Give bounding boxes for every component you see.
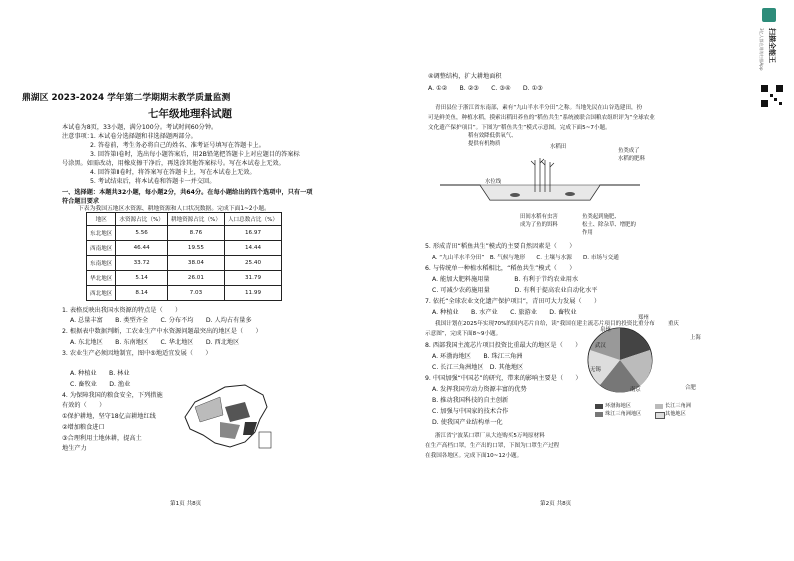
legend-swatch — [655, 404, 663, 409]
table-cell: 东北地区 — [87, 226, 116, 241]
watermark-brand: 扫描全能王 — [768, 28, 776, 63]
table-cell: 14.44 — [224, 241, 281, 256]
exam-title: 七年级地理科试题 — [148, 108, 232, 120]
pie-label: 无锡 — [590, 367, 601, 373]
table-cell: 5.14 — [116, 271, 167, 286]
table-row — [87, 241, 282, 256]
question-options: A. 东北地区 B. 东南地区 C. 华北地区 D. 西北地区 — [70, 339, 240, 346]
table-intro: 下表为我国五地区水资源、耕地资源和人口状况数据。完成下面1~2小题。 — [78, 206, 270, 212]
question-option: D. 使我国产业结构单一化 — [432, 419, 503, 426]
diagram-label: 水稻田 — [550, 144, 567, 150]
question-options: A. 总量丰富 B. 类型齐全 C. 分布不均 D. 人均占有量多 — [70, 317, 252, 324]
table-row — [87, 271, 282, 286]
pie-label: 武汉 — [595, 343, 606, 349]
question-option: ③合理利用土地休耕，提高土 — [62, 435, 142, 442]
table-cell: 26.01 — [167, 271, 224, 286]
table-cell: 8.76 — [167, 226, 224, 241]
text-line: 我国计划在2025年实现70%的国内芯片自给，读“我国在建主流芯片项目的投资比重分布 — [435, 321, 655, 327]
text-line: 浙江省宁波某口罩厂从大连购买5万吨原材料 — [435, 433, 545, 439]
notice-line: 3. 回答第Ⅰ卷时，选出每小题答案后，用2B铅笔把答题卡上对应题目的答案标 — [90, 151, 300, 158]
question-line: 8. 西部我国主流芯片项目投资比重最大的地区是（ ） — [425, 342, 582, 349]
diagram-label: 鱼类起到施肥、 — [582, 214, 620, 220]
table-cell: 华北地区 — [87, 271, 116, 286]
china-map-figure — [175, 377, 275, 452]
text-line: 在我国各地区。完成下面10~12小题。 — [425, 453, 523, 459]
page-footer: 第2页 共8页 — [540, 501, 572, 507]
table-cell: 11.99 — [224, 286, 281, 301]
table-cell: 东南地区 — [87, 256, 116, 271]
page-2 — [400, 0, 746, 561]
question-line: 3. 农业生产必须因地制宜，图中⑤地适宜发展（ ） — [62, 350, 212, 357]
question-line: 5. 形成青田“稻鱼共生”模式的主要自然因素是（ ） — [425, 243, 576, 250]
table-cell: 5.56 — [116, 226, 167, 241]
notice-title: 注意事项： — [62, 133, 93, 140]
question-option: C. 加强与中国家的技术合作 — [432, 408, 509, 415]
question-option: A. 发挥我国劳动力资源丰富的优势 — [432, 386, 527, 393]
scanner-watermark — [746, 0, 794, 561]
table-row — [87, 256, 282, 271]
question-line: 9. 中国加强“中国芯”的研究，带来的影响主要是（ ） — [425, 375, 582, 382]
text-line: 文化遗产保护项目”。下图为“稻鱼共生”模式示意图。完成下面5~7小题。 — [428, 125, 611, 131]
diagram-label: 松土、除杂草、增肥的 — [582, 222, 636, 228]
question-option: C. 长江三角洲地区 D. 其他地区 — [432, 364, 524, 371]
notice-line: 2. 答卷前，考生务必将自己的姓名、准考证号填写在答题卡上。 — [90, 142, 265, 149]
section-heading-cont: 符合题目要求 — [62, 198, 100, 205]
legend-swatch — [655, 412, 665, 419]
question-option: A. 能加大肥料施用量 B. 有利于节约农业用水 — [432, 276, 579, 283]
diagram-label: 稻有效降低供氧气、 — [468, 133, 517, 139]
table-header-cell: 水资源占比（%） — [116, 213, 167, 226]
resource-table — [86, 212, 282, 301]
question-line: 有效的（ ） — [62, 402, 106, 409]
text-line: 在生产高档口罩，生产出的口罩，下图为口罩生产过程 — [425, 443, 560, 449]
question-option: B. 推动我国科技的自主创新 — [432, 397, 509, 404]
pie-label: 郑州 — [638, 315, 649, 321]
question-line: 7. 依托“全球农业文化遗产保护项目”，青田可大力发展（ ） — [425, 298, 601, 305]
text-line: ④调整结构，扩大耕地面积 — [428, 73, 502, 80]
table-header-cell: 地区 — [87, 213, 116, 226]
question-options: A. “九山半水半分田” B. 气候与地形 C. 土壤与水源 D. 市场与交通 — [432, 255, 619, 261]
notice-line: 号涂黑。如需改动，用橡皮擦干净后，再选涂其他答案标号。写在本试卷上无效。 — [62, 160, 285, 167]
table-cell: 16.97 — [224, 226, 281, 241]
question-option: A. 环渤海地区 B. 珠江三角洲 — [432, 353, 523, 360]
pie-label: 南京 — [630, 387, 641, 393]
legend-label: 其他地区 — [665, 411, 686, 417]
table-header-cell: 耕地资源占比（%） — [167, 213, 224, 226]
pie-label: 上海 — [690, 335, 701, 341]
question-option: ①保护耕地，坚守18亿亩耕地红线 — [62, 413, 156, 420]
section-heading: 一、选择题：本题共32小题，每小题2分，共64分。在每小题给出的四个选项中，只有一项 — [62, 189, 313, 196]
table-cell: 38.04 — [167, 256, 224, 271]
legend-swatch — [595, 412, 603, 417]
legend-label: 环渤海地区 — [605, 403, 631, 409]
diagram-label: 水稻的肥料 — [618, 156, 645, 162]
legend-label: 珠江三角洲地区 — [605, 411, 642, 417]
table-cell: 31.79 — [224, 271, 281, 286]
exam-header: 鼎湖区 2023-2024 学年第二学期期末教学质量监测 — [22, 93, 231, 103]
text-line: 可是鲜美鱼，种植水稻，摸索出稻田养鱼的“稻鱼共生”系统被联合国粮农组织评为“全球农业 — [428, 115, 655, 121]
notice-line: 1. 本试卷分选择题和非选择题两部分。 — [90, 133, 197, 140]
notice-line: 5. 考试结束后，将本试卷和答题卡一并交回。 — [90, 178, 216, 185]
notice-line: 4. 回答第Ⅱ卷时，将答案写在答题卡上，写在本试卷上无效。 — [90, 169, 256, 176]
qr-code-icon — [760, 84, 784, 108]
question-options: A. 种植业 B. 林业 — [70, 370, 130, 377]
table-header-cell: 人口总数占比（%） — [224, 213, 281, 226]
page-footer: 第1页 共8页 — [170, 501, 202, 507]
legend-swatch — [595, 404, 603, 409]
question-option: C. 可减少农药施用量 D. 有利于提高农业自动化水平 — [432, 287, 598, 294]
pie-label: 泉州 — [600, 327, 611, 333]
table-cell: 46.44 — [116, 241, 167, 256]
question-line: 6. 与传统单一种植水稻相比，“稻鱼共生”模式（ ） — [425, 265, 576, 272]
table-cell: 19.55 — [167, 241, 224, 256]
table-header-row — [87, 213, 282, 226]
question-line: 4. 为保障我国的粮食安全，下列措施 — [62, 392, 163, 399]
table-cell: 25.40 — [224, 256, 281, 271]
diagram-label: 提供有机物质 — [468, 141, 501, 147]
diagram-label: 田间水稻有虫害 — [520, 214, 558, 220]
table-cell: 33.72 — [116, 256, 167, 271]
diagram-label: 成为了鱼的饵料 — [520, 222, 558, 228]
table-cell: 西南地区 — [87, 241, 116, 256]
diagram-label: 水位线 — [485, 179, 502, 185]
table-cell: 西北地区 — [87, 286, 116, 301]
exam-meta: 本试卷为8页，33小题，满分100分。考试时间60分钟。 — [62, 124, 218, 131]
text-line: 青田县位于浙江省东南部，素有“九山半水半分田”之称。当地先民在山谷选建田，扮 — [435, 105, 643, 111]
question-option: 地生产力 — [62, 445, 87, 452]
pie-label: 合肥 — [685, 385, 696, 391]
question-option: ②增加粮食进口 — [62, 424, 105, 431]
watermark-sub: 3亿人都在用的扫描App — [759, 28, 764, 71]
legend-label: 长江三角洲 — [665, 403, 691, 409]
app-logo-icon — [762, 8, 776, 22]
question-line: 1. 表格反映出我国水资源的特点是（ ） — [62, 307, 182, 314]
table-cell: 7.03 — [167, 286, 224, 301]
diagram-label: 鱼类成了 — [618, 148, 640, 154]
table-cell: 8.14 — [116, 286, 167, 301]
question-options: C. 畜牧业 D. 渔业 — [70, 381, 131, 388]
question-options: A. 种植业 B. 水产业 C. 旅游业 D. 畜牧业 — [432, 309, 577, 316]
text-line: 示意图”，完成下面8~9小题。 — [425, 331, 502, 337]
question-line: 2. 根据表中数据判断，工农业生产中水资源问题最突出的地区是（ ） — [62, 328, 262, 335]
diagram-label: 作用 — [582, 230, 593, 236]
table-row — [87, 226, 282, 241]
text-line: A. ①② B. ②③ C. ③④ D. ①③ — [428, 85, 543, 92]
table-row — [87, 286, 282, 301]
pie-label: 重庆 — [668, 321, 679, 327]
